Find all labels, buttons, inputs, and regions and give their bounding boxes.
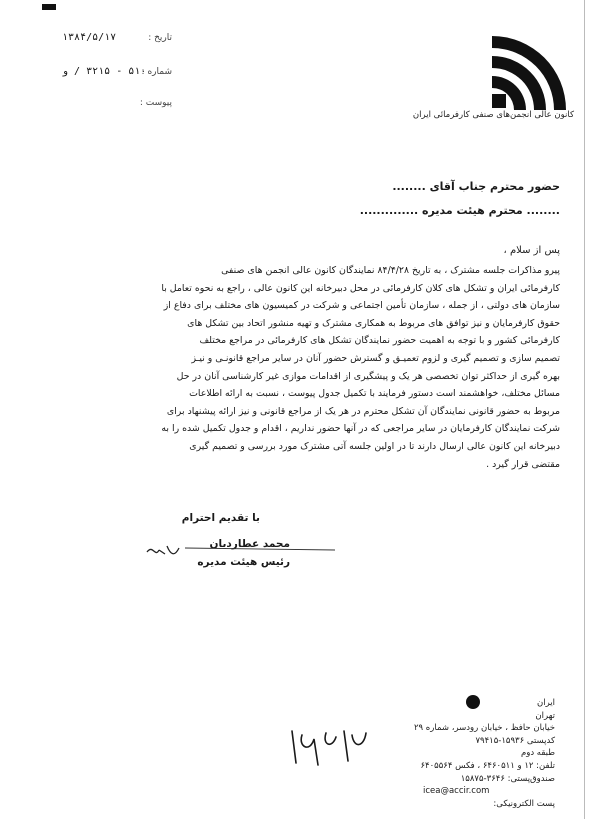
footer-address bbox=[385, 697, 555, 810]
letter-line: دبیرخانه این کانون عالی ارسال دارند تا در اولین جلسه آتی مشترک مورد بررسی و تصمیم گیری bbox=[189, 440, 560, 452]
date-label: تاریخ : bbox=[148, 33, 172, 43]
attachment-label: پیوست : bbox=[139, 98, 172, 108]
org-name: کانون عالی انجمن‌های صنفی کارفرمائی ایران bbox=[412, 110, 574, 120]
number-label: شماره : bbox=[141, 67, 172, 77]
number-row bbox=[62, 64, 172, 80]
letter-line: مربوط به حضور قانونی نمایندگان آن تشکل محترم در هر یک از مراجع قانونی و نیز ارائه پیشنهاد برای bbox=[166, 405, 560, 417]
letter-line: کارفرمائی کشور و با توجه به اهمیت حضور نمایندگان تشکل های کارفرمائی در مراجع مختلف bbox=[199, 335, 560, 347]
regards: با تقدیم احترام bbox=[181, 512, 260, 524]
date-value: ۱۳۸۴/۵/۱۷ bbox=[62, 32, 117, 43]
org-logo-icon bbox=[488, 36, 574, 116]
footer-country: ایران bbox=[536, 698, 555, 708]
footer-po-box: صندوق‌پستی: ۳۶۴۶-۱۵۸۷۵ bbox=[460, 773, 555, 784]
greeting: پس از سلام ، bbox=[503, 245, 560, 256]
handwritten-initials bbox=[288, 725, 370, 769]
footer-phone-fax: تلفن: ۱۲ و ۶۴۶۰۵۱۱ ، فکس ۶۴۰۵۵۶۴ bbox=[420, 760, 555, 771]
footer-email: icea@accir.com bbox=[423, 786, 490, 797]
letter-body bbox=[55, 262, 560, 473]
letter-line: تصمیم سازی و تصمیم گیری و لزوم تعمیـق و گسترش حضور آنان در سایر مراجع قانونـی و نیـز bbox=[191, 352, 560, 364]
footer-city: تهران bbox=[535, 710, 555, 721]
letter-line: پیرو مذاکرات جلسه مشترک ، به تاریخ ۸۴/۴/۲۸ نمایندگان کانون عالی انجمن های صنفی bbox=[221, 265, 560, 276]
letter-line: مسائل مختلف، خواهشمند است دستور فرمایند با تکمیل جدول پیوست ، نسبت به ارائه اطلاعات bbox=[189, 388, 560, 400]
letter-line: سازمان های دولتی ، از جمله ، سازمان تأمین اجتماعی و شرکت در کمیسیون های مختلف برای دفاع از bbox=[163, 300, 560, 312]
recipient-line: حضور محترم جناب آقای ........ bbox=[392, 180, 560, 193]
scan-edge-line bbox=[584, 0, 585, 819]
footer-postal-code: کدپستی ۱۵۹۳۶-۷۹۴۱۵ bbox=[475, 735, 555, 746]
letter-line: مقتضی قرار گیرد . bbox=[486, 458, 560, 470]
letter-line: بهره گیری از حداکثر توان تخصصی هر یک و پیشگیری از اقدامات موازی غیر کارشناسی آنان در حل bbox=[176, 370, 560, 382]
top-edge-mark bbox=[42, 4, 56, 10]
footer-floor: طبقه دوم bbox=[520, 748, 555, 759]
letter-line: حقوق کارفرمایان و نیز توافق های مربوط به همکاری مشترک و تهیه منشور اتحاد بین تشکل های bbox=[187, 317, 560, 329]
number-value: ۵۱۰ - ۳۲۱۵ / و bbox=[62, 66, 147, 77]
letter-line: کارفرمائی ایران و تشکل های کلان کارفرمائی در محل دبیرخانه این کانون عالی ، راجع به نحوه تعامل با bbox=[161, 282, 560, 294]
board-line: ........ محترم هیئت مدیره .............. bbox=[359, 204, 560, 217]
letter-line: شرکت نمایندگان کارفرمایان در سایر مراجعی که در آنها حضور نداریم ، اقدام و جدول تکمیل شده را به bbox=[161, 423, 560, 435]
attachment-row bbox=[62, 95, 172, 111]
signer-name: محمد عطاردیان bbox=[209, 538, 290, 550]
date-row bbox=[62, 30, 172, 46]
footer-email-label: پست الکترونیکی: bbox=[493, 798, 555, 809]
footer-street: خیابان حافظ ، خیابان رودسر، شماره ۲۹ bbox=[413, 723, 555, 734]
signer-title: رئیس هیئت مدیره bbox=[197, 556, 290, 568]
